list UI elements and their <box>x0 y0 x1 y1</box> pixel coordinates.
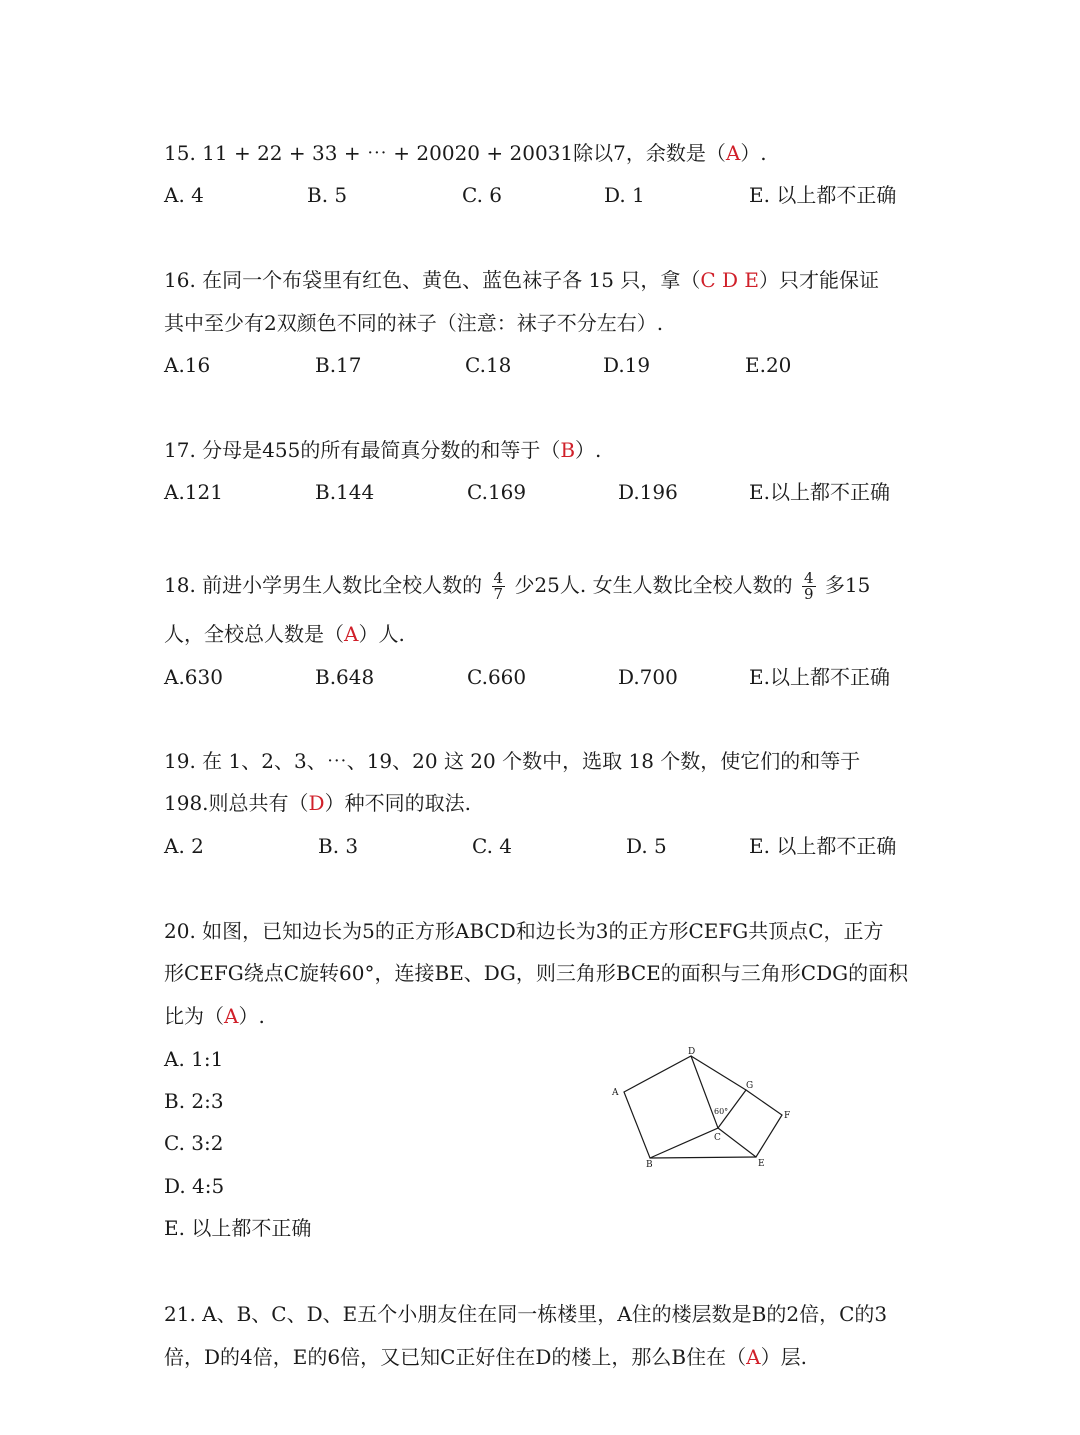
q17-option-e: E.以上都不正确 <box>749 480 890 504</box>
fraction-4-9: $\frac{4}{9}$ <box>803 569 814 603</box>
q20-option-e: E. 以上都不正确 <box>164 1216 312 1240</box>
label-g: G <box>746 1081 754 1091</box>
label-d: D <box>688 1047 696 1057</box>
q19-option-d: D. 5 <box>626 834 667 858</box>
q16-stem-line2: 其中至少有2双颜色不同的袜子（注意：袜子不分左右）. <box>164 311 664 335</box>
q15-stem: 15. 11 + 22 + 33 + ⋯ + 20020 + 20031除以7，余数是（A）. <box>164 141 767 165</box>
q15-option-d: D. 1 <box>604 183 645 207</box>
q17-stem: 17. 分母是455的所有最简真分数的和等于（B）. <box>164 438 602 462</box>
q15-option-c: C. 6 <box>462 183 503 207</box>
q20-answer: A <box>224 1004 239 1028</box>
q20-stem-line3: 比为（A）. <box>164 1004 265 1028</box>
q15-answer: A <box>725 141 741 165</box>
label-f: F <box>784 1111 791 1121</box>
q19-option-a: A. 2 <box>164 834 204 858</box>
label-angle: 60° <box>714 1107 729 1116</box>
q16-answer: C D E <box>700 268 759 292</box>
q18-stem-line2: 人，全校总人数是（A）人. <box>164 622 405 646</box>
q20-option-b: B. 2:3 <box>164 1089 224 1113</box>
q19-answer: D <box>308 791 325 815</box>
fraction-4-7: $\frac{4}{7}$ <box>493 569 504 603</box>
q19-stem-line1: 19. 在 1、2、3、⋯、19、20 这 20 个数中，选取 18 个数，使它们的和等于 <box>164 749 861 773</box>
q21-stem-line2: 倍，D的4倍，E的6倍，又已知C正好住在D的楼上，那么B住在（A）层. <box>164 1345 807 1369</box>
q15-option-a: A. 4 <box>164 183 204 207</box>
q20-stem-line2: 形CEFG绕点C旋转60°，连接BE、DG，则三角形BCE的面积与三角形CDG的面积 <box>164 961 909 985</box>
q18-option-b: B.648 <box>315 665 375 689</box>
segment-be <box>650 1157 756 1158</box>
q17-option-d: D.196 <box>618 480 678 504</box>
q16-stem-line1: 16. 在同一个布袋里有红色、黄色、蓝色袜子各 15 只，拿（C D E）只才能保证 <box>164 268 879 292</box>
label-b: B <box>646 1160 653 1170</box>
q16-option-a: A.16 <box>164 353 211 377</box>
square-cefg <box>718 1090 782 1157</box>
label-e: E <box>758 1159 765 1169</box>
q16-option-d: D.19 <box>603 353 651 377</box>
q19-stem-line2: 198.则总共有（D）种不同的取法. <box>164 791 471 815</box>
q20-stem-line1: 20. 如图，已知边长为5的正方形ABCD和边长为3的正方形CEFG共顶点C，正方 <box>164 919 884 943</box>
q15-option-b: B. 5 <box>307 183 348 207</box>
label-c: C <box>714 1133 721 1143</box>
q17-option-c: C.169 <box>467 480 527 504</box>
q18-stem-line1: 18. 前进小学男生人数比全校人数的 $\frac{4}{7}$ 少25人. 女生人数比全校人数的 $\frac{4}{9}$ 多15 <box>164 569 871 603</box>
q16-option-c: C.18 <box>465 353 512 377</box>
q21-answer: A <box>746 1345 761 1369</box>
q19-option-c: C. 4 <box>472 834 513 858</box>
segment-dg <box>691 1056 746 1090</box>
q20-option-c: C. 3:2 <box>164 1131 224 1155</box>
q19-option-e: E. 以上都不正确 <box>749 834 897 858</box>
q20-option-a: A. 1:1 <box>164 1047 224 1071</box>
q18-option-d: D.700 <box>618 665 678 689</box>
label-a: A <box>612 1088 619 1098</box>
q17-option-a: A.121 <box>164 480 223 504</box>
q20-option-d: D. 4:5 <box>164 1174 225 1198</box>
q16-option-b: B.17 <box>315 353 362 377</box>
q17-option-b: B.144 <box>315 480 375 504</box>
q18-option-a: A.630 <box>164 665 223 689</box>
q16-option-e: E.20 <box>745 353 792 377</box>
q18-option-c: C.660 <box>467 665 527 689</box>
square-abcd <box>624 1056 718 1158</box>
q18-answer: A <box>344 622 359 646</box>
geometry-figure <box>600 1045 800 1170</box>
q19-option-b: B. 3 <box>318 834 359 858</box>
q21-stem-line1: 21. A、B、C、D、E五个小朋友住在同一栋楼里，A住的楼层数是B的2倍，C的3 <box>164 1302 888 1326</box>
q18-option-e: E.以上都不正确 <box>749 665 890 689</box>
q17-answer: B <box>560 438 576 462</box>
q15-option-e: E. 以上都不正确 <box>749 183 897 207</box>
